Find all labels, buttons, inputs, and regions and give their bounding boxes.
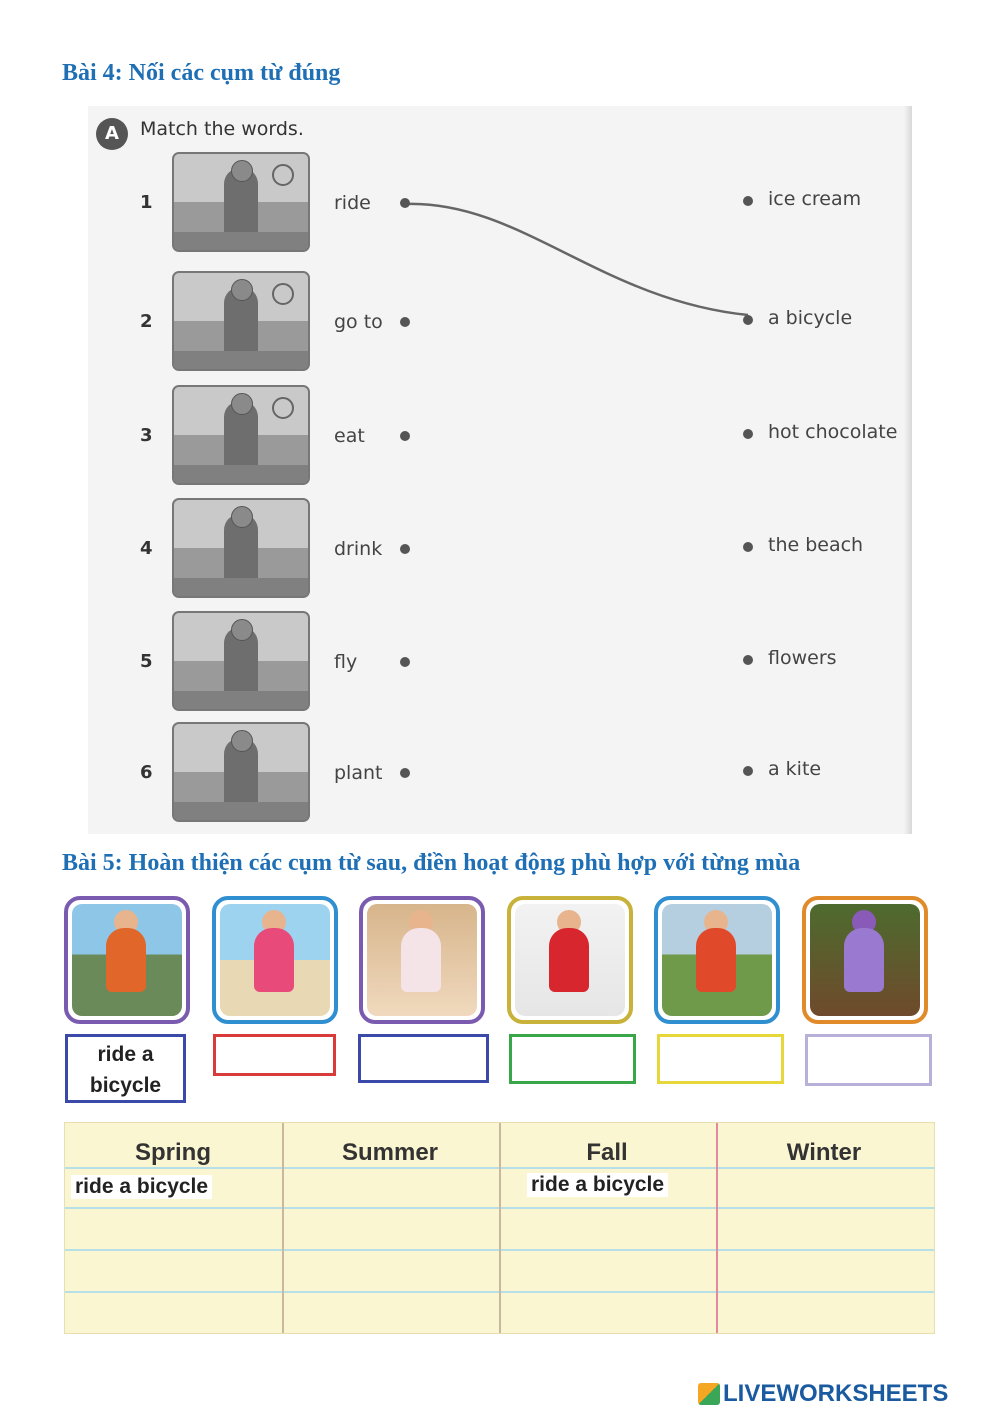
right-connect-dot[interactable] [743, 429, 753, 439]
match-instruction: Match the words. [140, 118, 304, 140]
verb-label: plant [334, 762, 383, 784]
photo-card-hot-chocolate [507, 896, 633, 1024]
liveworksheets-logo [698, 1380, 948, 1406]
item-number: 2 [140, 311, 153, 332]
item-number: 6 [140, 762, 153, 783]
verb-label: go to [334, 311, 383, 333]
section-badge: A [96, 118, 128, 150]
verb-label: fly [334, 651, 358, 673]
answer-box-1[interactable] [65, 1034, 186, 1103]
noun-label: the beach [768, 534, 864, 556]
answer-text: ride a bicycle [89, 1043, 162, 1097]
noun-label: a kite [768, 758, 822, 780]
noun-label: ice cream [768, 188, 862, 210]
cell-fall-1[interactable]: ride a bicycle [527, 1173, 668, 1197]
item-number: 3 [140, 425, 153, 446]
match-row [0, 498, 1000, 598]
noun-label: hot chocolate [768, 421, 898, 443]
left-connect-dot[interactable] [400, 657, 410, 667]
illustration-fly-kite [172, 611, 310, 711]
illustration-beach [172, 271, 310, 371]
item-number: 4 [140, 538, 153, 559]
left-connect-dot[interactable] [400, 431, 410, 441]
photo-card-ice-cream [359, 896, 485, 1024]
logo-text: LIVEWORKSHEETS [723, 1380, 949, 1407]
match-row [0, 271, 1000, 371]
header-summer: Summer [341, 1139, 439, 1166]
item-number: 5 [140, 651, 153, 672]
right-connect-dot[interactable] [743, 196, 753, 206]
illustration-ride-bicycle [172, 152, 310, 252]
answer-box-5[interactable] [657, 1034, 784, 1084]
verb-label: eat [334, 425, 365, 447]
answer-box-2[interactable] [213, 1034, 336, 1076]
noun-label: flowers [768, 647, 837, 669]
answer-box-4[interactable] [509, 1034, 636, 1084]
right-connect-dot[interactable] [743, 315, 753, 325]
illustration-plant-flowers [172, 722, 310, 822]
illustration-eat-ice-cream [172, 385, 310, 485]
verb-label: ride [334, 192, 371, 214]
item-number: 1 [140, 192, 153, 213]
exercise-4-heading: Bài 4: Nối các cụm từ đúng [62, 60, 341, 86]
left-connect-dot[interactable] [400, 198, 410, 208]
liveworksheets-logo-icon [698, 1383, 720, 1405]
right-connect-dot[interactable] [743, 766, 753, 776]
season-table [64, 1122, 935, 1334]
header-fall: Fall [586, 1139, 628, 1166]
photo-card-planting [802, 896, 928, 1024]
exercise-5-heading: Bài 5: Hoàn thiện các cụm từ sau, điền hoạt động phù hợp với từng mùa [62, 850, 801, 876]
illustration-hot-drink [172, 498, 310, 598]
match-row [0, 611, 1000, 711]
noun-label: a bicycle [768, 307, 853, 329]
match-row [0, 722, 1000, 822]
answer-box-3[interactable] [358, 1034, 489, 1083]
header-winter: Winter [786, 1139, 862, 1166]
verb-label: drink [334, 538, 383, 560]
right-connect-dot[interactable] [743, 542, 753, 552]
answer-box-6[interactable] [805, 1034, 932, 1086]
left-connect-dot[interactable] [400, 544, 410, 554]
photo-card-bicycle [64, 896, 190, 1024]
header-spring: Spring [135, 1139, 211, 1166]
photo-card-beach [212, 896, 338, 1024]
right-connect-dot[interactable] [743, 655, 753, 665]
left-connect-dot[interactable] [400, 768, 410, 778]
cell-spring-1[interactable]: ride a bicycle [71, 1175, 212, 1199]
left-connect-dot[interactable] [400, 317, 410, 327]
match-row [0, 385, 1000, 485]
match-row [0, 152, 1000, 252]
photo-card-kite [654, 896, 780, 1024]
